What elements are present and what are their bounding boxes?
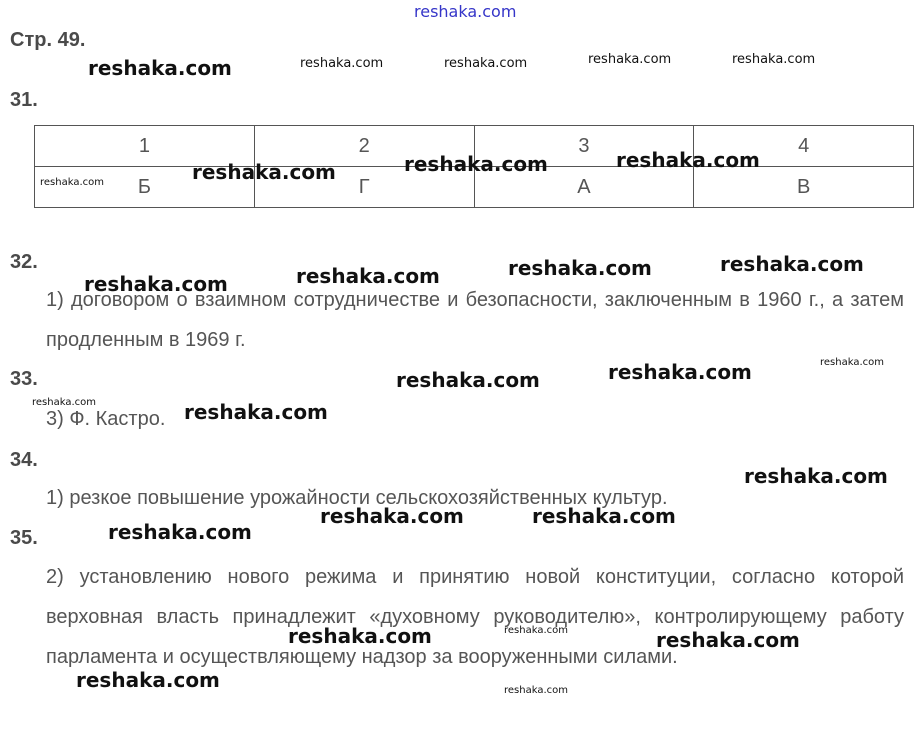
watermark: reshaka.com: [444, 56, 528, 71]
table-answer-cell: Б: [35, 167, 255, 208]
watermark: reshaka.com: [84, 272, 228, 296]
watermark: reshaka.com: [588, 52, 672, 67]
table-answer-cell: Г: [254, 167, 474, 208]
watermark: reshaka.com: [320, 504, 464, 528]
table-header-cell: 1: [35, 126, 255, 167]
watermark: reshaka.com: [184, 400, 328, 424]
watermark: reshaka.com: [720, 252, 864, 276]
watermark: reshaka.com: [88, 56, 232, 80]
watermark: reshaka.com: [288, 624, 432, 648]
watermark: reshaka.com: [532, 504, 676, 528]
watermark: reshaka.com: [616, 148, 760, 172]
watermark: reshaka.com: [820, 357, 884, 368]
watermark: reshaka.com: [192, 160, 336, 184]
watermark: reshaka.com: [656, 628, 800, 652]
watermark: reshaka.com: [744, 464, 888, 488]
answer-35: 2) установлению нового режима и принятию новой конституции, согласно которой верховная власть принадлежит «духовному руководителю», контролирующему работу парламента и осуществляющему надзор за вооруженными силами.: [46, 566, 904, 668]
header-site-link[interactable]: reshaka.com: [414, 2, 517, 21]
answer-34: 1) резкое повышение урожайности сельскохозяйственных культур.: [46, 487, 668, 509]
watermark: reshaka.com: [40, 177, 104, 188]
question-number-34: 34.: [10, 449, 38, 471]
table-header-cell: 2: [254, 126, 474, 167]
watermark: reshaka.com: [508, 256, 652, 280]
watermark: reshaka.com: [504, 685, 568, 696]
table-header-cell: 4: [694, 126, 914, 167]
table-answer-cell: А: [474, 167, 694, 208]
question-number-33: 33.: [10, 368, 38, 390]
table-answer-cell: В: [694, 167, 914, 208]
answer-32: 1) договором о взаимном сотрудничестве и безопасности, заключенным в 1960 г., а затем продленным в 1969 г.: [46, 289, 904, 351]
question-number-32: 32.: [10, 251, 38, 273]
watermark: reshaka.com: [296, 264, 440, 288]
page-title: Стр. 49.: [10, 29, 86, 51]
watermark: reshaka.com: [504, 625, 568, 636]
watermark: reshaka.com: [396, 368, 540, 392]
watermark: reshaka.com: [76, 668, 220, 692]
watermark: reshaka.com: [608, 360, 752, 384]
question-number-31: 31.: [10, 89, 38, 111]
watermark: reshaka.com: [300, 56, 384, 71]
watermark: reshaka.com: [108, 520, 252, 544]
question-number-35: 35.: [10, 527, 38, 549]
watermark: reshaka.com: [32, 397, 96, 408]
table-header-cell: 3: [474, 126, 694, 167]
answer-33: 3) Ф. Кастро.: [46, 408, 166, 430]
watermark: reshaka.com: [732, 52, 816, 67]
watermark: reshaka.com: [404, 152, 548, 176]
